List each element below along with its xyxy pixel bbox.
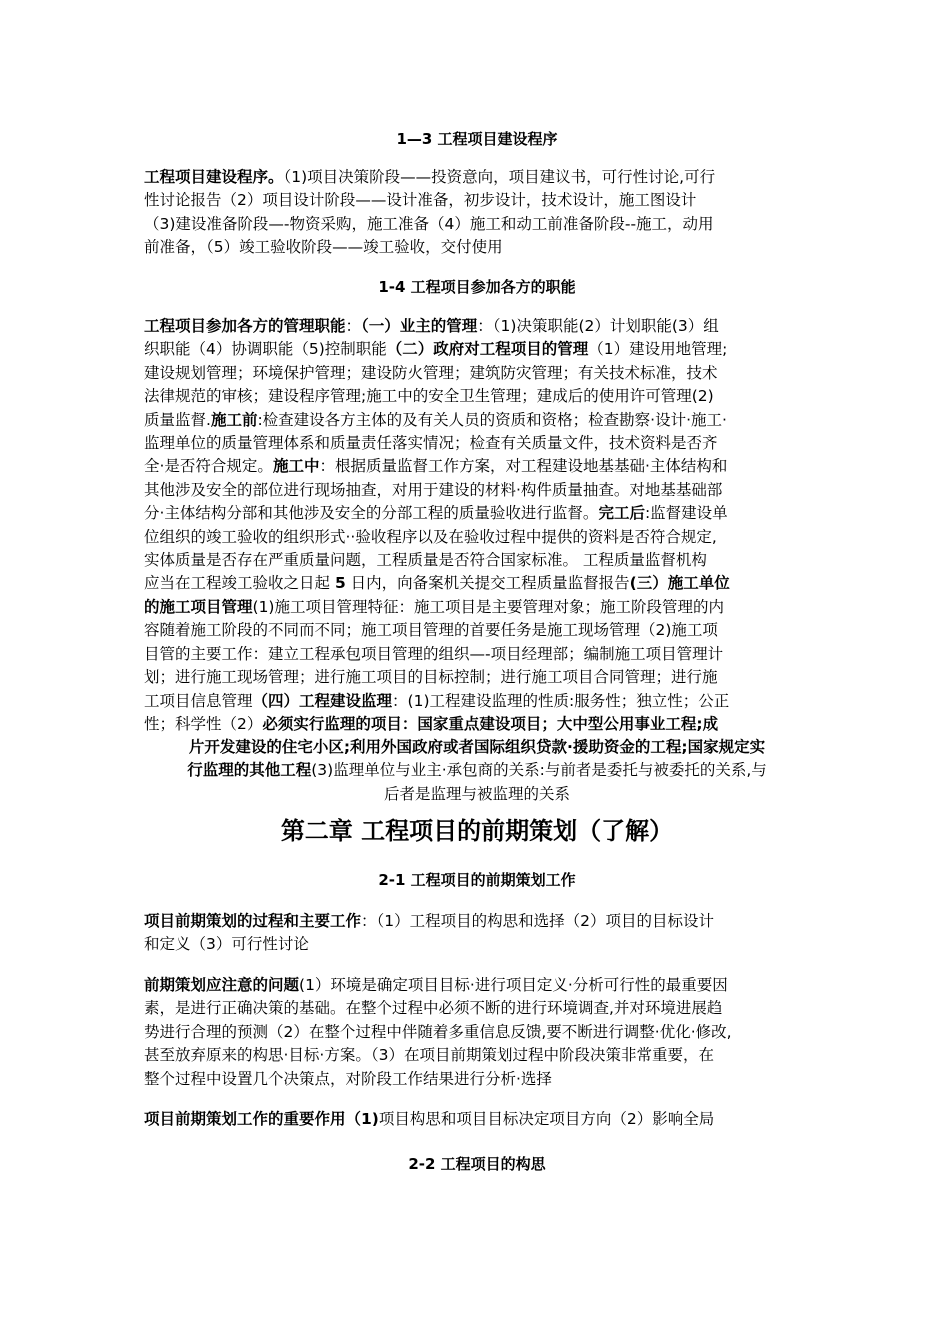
- text-run: 实体质量是否存在严重质量问题，工程质量是否符合国家标准。 工程质量监督机构: [144, 551, 707, 570]
- text-line: [144, 933, 810, 956]
- text-run: :监督建设单: [644, 504, 728, 523]
- text-run: 监理单位的质量管理体系和质量责任落实情况；检查有关质量文件，技术资料是否齐: [144, 434, 718, 453]
- text-line: [144, 713, 810, 736]
- text-line: [144, 236, 810, 259]
- text-run: ：: [345, 317, 362, 335]
- text-line: [144, 432, 810, 455]
- text-line: [144, 1044, 810, 1067]
- text-run: (1）环境是确定项目目标·进行项目定义·分析可行性的最重要因: [299, 976, 728, 994]
- text-line: [144, 596, 810, 619]
- text-run: 其他涉及安全的部位进行现场抽查，对用于建设的材料·构件质量抽查。对地基基础部: [144, 480, 723, 499]
- text-run: 织职能（4）协调职能（5)控制职能: [144, 340, 387, 359]
- text-run: 工项目信息管理: [144, 691, 253, 710]
- text-run: 前准备，（5）竣工验收阶段——竣工验收，交付使用: [144, 238, 503, 257]
- text-line: [144, 1068, 810, 1091]
- text-line: [144, 315, 810, 338]
- text-line: [144, 362, 810, 385]
- text-run: (3)监理单位与业主·承包商的关系:与前者是委托与被委托的关系,与: [311, 761, 767, 780]
- text-run: 性讨论报告（2）项目设计阶段——设计准备，初步设计，技术设计，施工图设计: [144, 191, 697, 210]
- text-line: [144, 997, 810, 1020]
- bold-text-run: 施工中: [272, 457, 320, 476]
- bold-text-run: 项目前期策划工作的重要作用（1): [144, 1110, 379, 1128]
- text-line: [144, 213, 810, 236]
- text-line: [144, 619, 810, 642]
- text-run: :检查建设各方主体的及有关人员的资质和资格；检查勘察·设计·施工·: [257, 410, 727, 429]
- text-run: 项目构思和项目目标决定项目方向（2）影响全局: [378, 1110, 715, 1128]
- text-run: 势进行合理的预测（2）在整个过程中伴随着多重信息反馈,要不断进行调整·优化·修改,: [144, 1022, 732, 1041]
- bold-text-run: （四）工程建设监理: [252, 691, 393, 710]
- text-run: 容随着施工阶段的不同而不同；施工项目管理的首要任务是施工现场管理（2)施工项: [144, 621, 718, 640]
- text-line: [144, 910, 810, 933]
- bold-text-run: 工程项目建设程序。: [144, 168, 284, 186]
- text-line: [144, 549, 810, 572]
- bold-text-run: （二）政府对工程项目的管理: [386, 340, 589, 359]
- bold-text-run: 片开发建设的住宅小区;利用外国政府或者国际组织贷款·援助资金的工程;国家规定实: [188, 738, 766, 756]
- bold-text-run: (三）施工单位: [629, 574, 730, 593]
- section-heading-2-2: 2-2 工程项目的构思: [408, 1155, 546, 1173]
- paragraph-planning-process: [144, 910, 810, 957]
- text-line: [144, 479, 810, 502]
- paragraph-parties-functions-end: [144, 736, 810, 806]
- text-line: [144, 189, 810, 212]
- text-run: 素，是进行正确决策的基础。在整个过程中必须不断的进行环境调查,并对环境进展趋: [144, 999, 723, 1018]
- text-line: [144, 736, 810, 759]
- text-run: 应当在工程竣工验收之日起: [144, 574, 335, 593]
- text-run: 位组织的竣工验收的组织形式··验收程序以及在验收过程中提供的资料是否符合规定,: [144, 527, 717, 546]
- text-run: ：（1)决策职能(2）计划职能(3）组: [477, 317, 719, 335]
- text-line: [144, 572, 810, 595]
- text-line: [144, 385, 810, 408]
- text-run: 分·主体结构分部和其他涉及安全的分部工程的质量验收进行监督。: [144, 504, 599, 523]
- text-line: [144, 409, 810, 432]
- bold-text-run: 施工前: [210, 410, 258, 429]
- bold-text-run: 的施工项目管理: [144, 597, 253, 616]
- text-run: 性；科学性（2）: [144, 714, 263, 733]
- bold-text-run: （一）业主的管理: [361, 317, 478, 335]
- text-run: 目管的主要工作：建立工程承包项目管理的组织—-项目经理部；编制施工项目管理计: [144, 644, 724, 663]
- text-line: [144, 455, 810, 478]
- bold-text-run: 前期策划应注意的问题: [144, 976, 300, 994]
- text-line: [144, 783, 810, 806]
- text-line: [144, 759, 810, 782]
- text-line: [144, 1021, 810, 1044]
- section-heading-1-3: 1—3 工程项目建设程序: [396, 130, 558, 148]
- paragraph-planning-issues: [144, 974, 810, 1091]
- text-run: （1)项目决策阶段——投资意向，项目建议书，可行性讨论,可行: [283, 168, 716, 186]
- text-run: （1）建设用地管理;: [588, 340, 728, 359]
- text-run: 日内，向备案机关提交工程质量监督报告: [345, 574, 630, 593]
- text-line: [144, 666, 810, 689]
- text-line: [144, 1108, 810, 1131]
- text-line: [144, 166, 810, 189]
- section-heading-2-1: 2-1 工程项目的前期策划工作: [378, 871, 576, 889]
- text-line: [144, 338, 810, 361]
- text-run: 建设规划管理；环境保护管理；建设防火管理；建筑防灾管理；有关技术标准，技术: [144, 363, 718, 382]
- text-run: （3)建设准备阶段—-物资采购，施工准备（4）施工和动工前准备阶段--施工，动用: [144, 214, 714, 233]
- bold-text-run: 必须实行监理的项目：国家重点建设项目；大中型公用事业工程;成: [262, 714, 719, 733]
- text-run: 法律规范的审核；建设程序管理;施工中的安全卫生管理；建成后的使用许可管理(2): [144, 387, 714, 406]
- text-run: 整个过程中设置几个决策点，对阶段工作结果进行分析·选择: [144, 1069, 552, 1088]
- text-line: [144, 974, 810, 997]
- bold-text-run: 5: [334, 574, 346, 593]
- text-run: 甚至放弃原来的构思·目标·方案。（3）在项目前期策划过程中阶段决策非常重要，在: [144, 1046, 714, 1065]
- bold-text-run: 项目前期策划的过程和主要工作: [144, 912, 362, 930]
- paragraph-construction-procedure: [144, 166, 810, 260]
- text-run: ：根据质量监督工作方案，对工程建设地基基础·主体结构和: [319, 457, 728, 476]
- text-run: 和定义（3）可行性讨论: [144, 935, 309, 954]
- paragraph-planning-importance: [144, 1108, 810, 1131]
- bold-text-run: 完工后: [598, 504, 645, 523]
- bold-text-run: 工程项目参加各方的管理职能: [144, 317, 346, 335]
- text-run: 后者是监理与被监理的关系: [383, 784, 570, 803]
- text-line: [144, 690, 810, 713]
- section-heading-1-4: 1-4 工程项目参加各方的职能: [378, 278, 576, 296]
- text-run: 全·是否符合规定。: [144, 457, 273, 476]
- text-run: ：（1）工程项目的构思和选择（2）项目的目标设计: [361, 912, 714, 930]
- chapter-title: 第二章 工程项目的前期策划（了解）: [280, 817, 674, 845]
- text-run: 质量监督.: [144, 410, 211, 429]
- text-line: [144, 526, 810, 549]
- text-line: [144, 502, 810, 525]
- bold-text-run: 行监理的其他工程: [187, 761, 312, 780]
- paragraph-parties-functions: [144, 315, 810, 736]
- text-line: [144, 643, 810, 666]
- text-run: (1)施工项目管理特征：施工项目是主要管理对象；施工阶段管理的内: [252, 597, 724, 616]
- text-run: 划；进行施工现场管理；进行施工项目的目标控制；进行施工项目合同管理；进行施: [144, 668, 718, 687]
- text-run: ：(1)工程建设监理的性质:服务性；独立性；公正: [392, 691, 730, 710]
